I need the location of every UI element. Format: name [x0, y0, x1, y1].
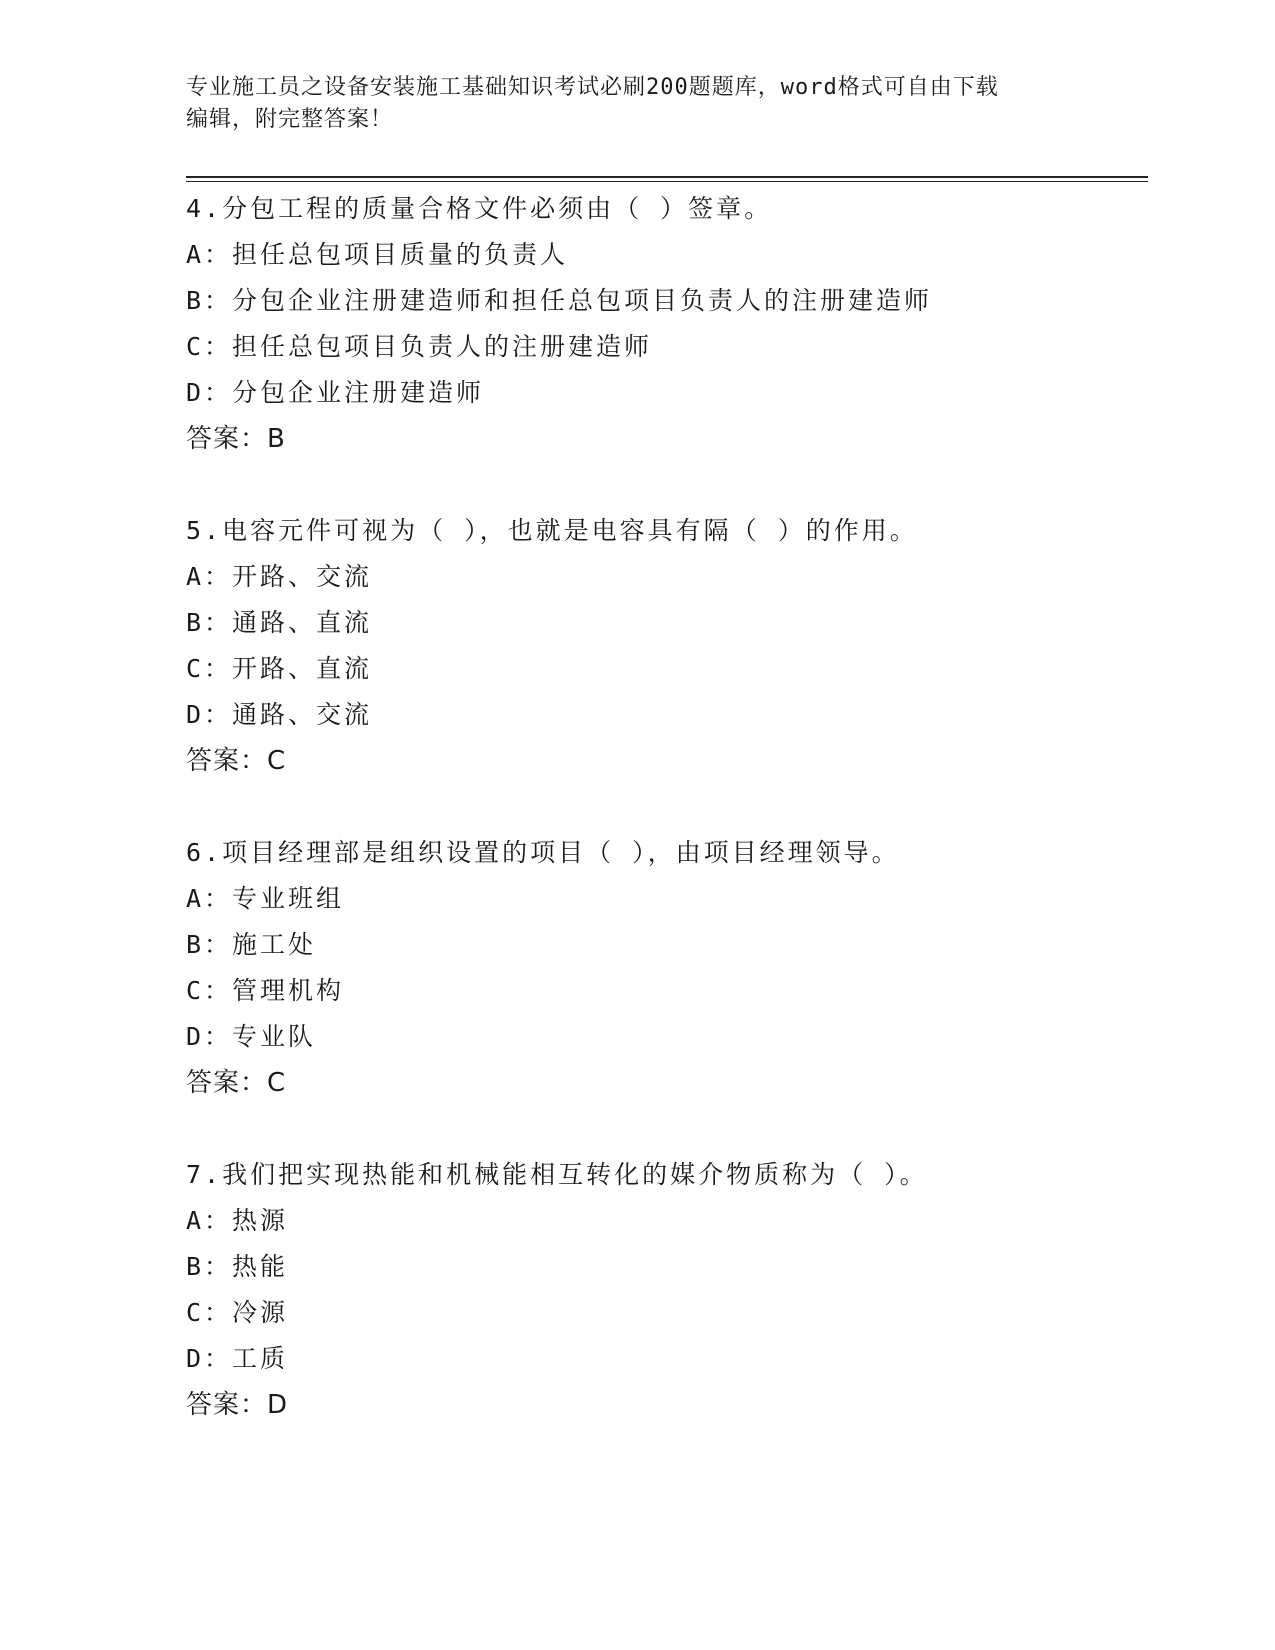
answer-line: 答案：B: [186, 424, 286, 454]
question-5: [186, 508, 1146, 784]
header-divider: [186, 176, 1148, 182]
option-b: B：施工处: [186, 930, 317, 959]
option-d: D：通路、交流: [186, 700, 373, 729]
option-b: B：通路、直流: [186, 608, 373, 637]
header-line-1: 专业施工员之设备安装施工基础知识考试必刷200题题库，word格式可自由下载: [186, 75, 999, 100]
question-6: [186, 830, 1146, 1106]
answer-line: 答案：C: [186, 1068, 287, 1098]
option-a: A：热源: [186, 1206, 289, 1235]
option-a: A：担任总包项目质量的负责人: [186, 240, 569, 269]
option-d: D：分包企业注册建造师: [186, 378, 485, 407]
option-c: C：担任总包项目负责人的注册建造师: [186, 332, 653, 361]
question-stem: 7.我们把实现热能和机械能相互转化的媒介物质称为（ ）。: [186, 1160, 928, 1189]
option-b: B：分包企业注册建造师和担任总包项目负责人的注册建造师: [186, 286, 933, 315]
header-line-2: 编辑，附完整答案！: [186, 107, 394, 132]
option-c: C：管理机构: [186, 976, 345, 1005]
option-d: D：工质: [186, 1344, 289, 1373]
option-a: A：专业班组: [186, 884, 345, 913]
option-c: C：冷源: [186, 1298, 289, 1327]
question-list: [186, 186, 1146, 1474]
option-d: D：专业队: [186, 1022, 317, 1051]
question-stem: 6.项目经理部是组织设置的项目（ ），由项目经理领导。: [186, 838, 900, 867]
question-stem: 5.电容元件可视为（ ），也就是电容具有隔（ ）的作用。: [186, 516, 918, 545]
question-7: [186, 1152, 1146, 1428]
option-c: C：开路、直流: [186, 654, 373, 683]
option-b: B：热能: [186, 1252, 289, 1281]
answer-line: 答案：D: [186, 1390, 289, 1420]
answer-line: 答案：C: [186, 746, 287, 776]
document-header: [186, 72, 1066, 136]
option-a: A：开路、交流: [186, 562, 373, 591]
question-stem: 4.分包工程的质量合格文件必须由（ ）签章。: [186, 194, 773, 223]
question-4: [186, 186, 1146, 462]
